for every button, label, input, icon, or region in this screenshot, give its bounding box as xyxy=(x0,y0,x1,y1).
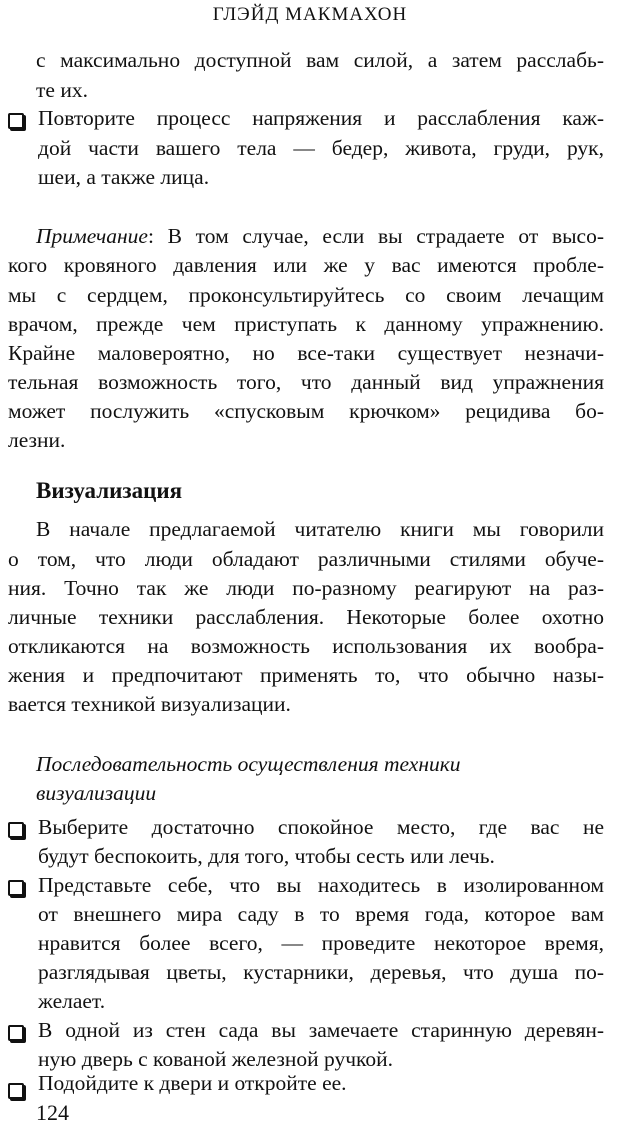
page-number: 124 xyxy=(36,1100,69,1125)
note-label: Примечание xyxy=(36,224,148,248)
text-line: Крайне маловероятно, но все-таки существует незначи- xyxy=(8,341,604,365)
subheading: визуализации xyxy=(36,781,157,805)
checkbox-bullet-icon xyxy=(8,880,24,896)
text-line: вается техникой визуализации. xyxy=(8,692,291,716)
checkbox-bullet-icon xyxy=(8,822,24,838)
text-line: от внешнего мира саду в то время года, которое вам xyxy=(38,902,604,926)
text-line: с максимально доступной вам силой, а затем расслабь- xyxy=(36,48,604,72)
text-line: разглядывая цветы, кустарники, деревья, что душа по- xyxy=(38,960,604,984)
text-line: может послужить «спусковым крючком» рецидива бо- xyxy=(8,399,604,423)
text-line: шеи, а также лица. xyxy=(38,165,210,189)
note-first-line: Примечание: В том случае, если вы страдаете от высо- xyxy=(36,224,604,248)
text-line: жения и предпочитают применять то, что обычно назы- xyxy=(8,663,604,687)
running-head: ГЛЭЙД МАКМАХОН xyxy=(212,4,408,25)
text-line: ную дверь с кованой железной ручкой. xyxy=(38,1047,393,1071)
text-line: В начале предлагаемой читателю книги мы говорили xyxy=(36,517,604,541)
text-line: желает. xyxy=(38,989,106,1013)
checkbox-bullet-icon xyxy=(8,1025,24,1041)
text-line: дой части вашего тела — бедер, живота, груди, рук, xyxy=(38,136,604,160)
text-line: о том, что люди обладают различными стилями обуче- xyxy=(8,547,604,571)
text-line: Выберите достаточно спокойное место, где вас не xyxy=(38,815,604,839)
text-line: будут беспокоить, для того, чтобы сесть или лечь. xyxy=(38,844,495,868)
text-line: мы с сердцем, проконсультируйтесь со своим лечащим xyxy=(8,283,604,307)
subheading: Последовательность осуществления техники xyxy=(36,752,461,776)
text-line: кого кровяного давления или же у вас имеются пробле- xyxy=(8,253,604,277)
section-heading: Визуализация xyxy=(36,478,183,503)
text-line: откликаются на возможность использования их вообра- xyxy=(8,634,604,658)
text-line: врачом, прежде чем приступать к данному упражнению. xyxy=(8,312,604,336)
text-line: Повторите процесс напряжения и расслабления каж- xyxy=(38,106,604,130)
text-line: нравится более всего, — проведите некоторое время, xyxy=(38,931,604,955)
text-line: ния. Точно так же люди по-разному реагируют на раз- xyxy=(8,576,604,600)
checkbox-bullet-icon xyxy=(8,1083,24,1099)
text-line: личные техники расслабления. Некоторые более охотно xyxy=(8,605,604,629)
checkbox-bullet-icon xyxy=(8,113,24,129)
text-line: тельная возможность того, что данный вид упражнения xyxy=(8,370,604,394)
text-line: лезни. xyxy=(8,428,66,452)
text-line: В одной из стен сада вы замечаете старинную деревян- xyxy=(38,1018,604,1042)
text-line: Представьте себе, что вы находитесь в изолированном xyxy=(38,873,604,897)
text-line: те их. xyxy=(36,78,88,102)
text-line: Подойдите к двери и откройте ее. xyxy=(38,1071,347,1095)
